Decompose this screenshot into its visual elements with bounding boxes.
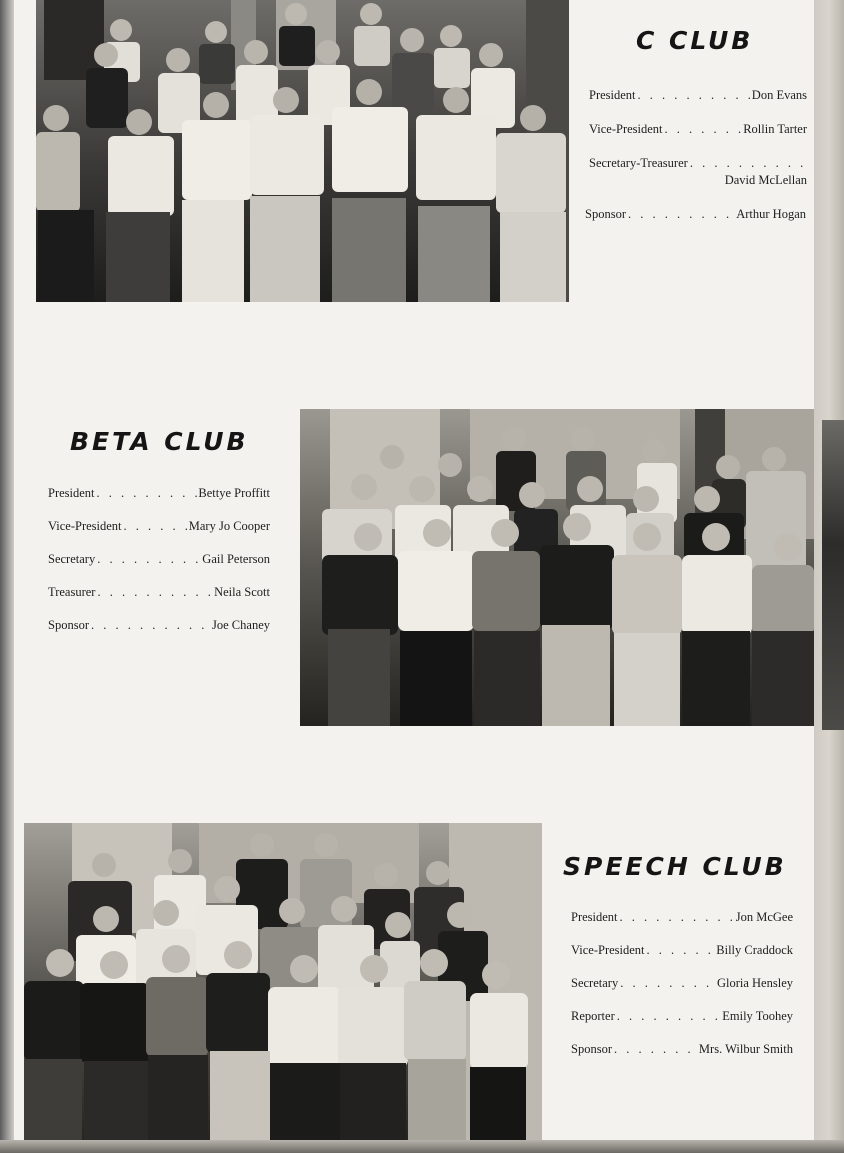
officer-name: Rollin Tarter xyxy=(743,122,807,136)
officer-role: Sponsor xyxy=(571,1042,612,1056)
officer-name: Gloria Hensley xyxy=(716,976,793,990)
officer-row xyxy=(48,618,270,633)
officer-name: Mary Jo Cooper xyxy=(188,519,270,533)
officer-role: Sponsor xyxy=(48,618,89,632)
officer-name: David McLellan xyxy=(724,173,807,187)
officer-row xyxy=(571,1009,793,1024)
officer-name: Bettye Proffitt xyxy=(198,486,270,500)
officer-role: Vice-President xyxy=(48,519,122,533)
beta-club-title: BETA CLUB xyxy=(70,427,249,456)
officer-name: Arthur Hogan xyxy=(736,207,806,221)
officer-role: President xyxy=(571,910,618,924)
officer-role: Secretary xyxy=(48,552,96,566)
officer-row xyxy=(48,585,270,600)
officer-row xyxy=(571,976,793,991)
officer-role: President xyxy=(48,486,95,500)
officer-row xyxy=(48,552,270,567)
officer-role: Vice-President xyxy=(589,122,663,136)
page-bottom-edge xyxy=(0,1140,844,1153)
officer-row xyxy=(48,519,270,534)
officer-name: Billy Craddock xyxy=(716,943,793,957)
officer-name: Joe Chaney xyxy=(212,618,270,632)
officer-role: Secretary xyxy=(571,976,619,990)
c-club-title: C CLUB xyxy=(636,26,754,55)
next-page-photo-edge xyxy=(822,420,844,730)
officer-row xyxy=(571,943,793,958)
c-club-officers xyxy=(585,88,807,228)
officer-name: Don Evans xyxy=(751,88,807,102)
c-club-group-photo xyxy=(36,0,569,302)
officer-row xyxy=(589,156,807,187)
officer-row xyxy=(48,486,270,501)
officer-name: Jon McGee xyxy=(735,910,793,924)
beta-club-group-photo xyxy=(300,409,814,726)
officer-row xyxy=(585,207,806,222)
officer-role: Reporter xyxy=(571,1009,615,1023)
officer-name: Emily Toohey xyxy=(722,1009,793,1023)
officer-row xyxy=(571,1042,793,1057)
officer-row xyxy=(571,910,793,925)
officer-name: Mrs. Wilbur Smith xyxy=(698,1042,793,1056)
officer-name: Gail Peterson xyxy=(202,552,270,566)
speech-club-title: SPEECH CLUB xyxy=(563,852,787,881)
beta-club-officers xyxy=(48,486,270,636)
speech-club-group-photo xyxy=(24,823,542,1140)
officer-row xyxy=(589,122,807,137)
officer-role: President xyxy=(589,88,636,102)
officer-role: Secretary-Treasurer xyxy=(589,156,688,170)
page-binding-edge xyxy=(0,0,14,1153)
officer-role: Treasurer xyxy=(48,585,96,599)
speech-club-officers xyxy=(571,910,793,1060)
officer-name: Neila Scott xyxy=(214,585,270,599)
officer-role: Sponsor xyxy=(585,207,626,221)
officer-role: Vice-President xyxy=(571,943,645,957)
officer-row xyxy=(589,88,807,103)
